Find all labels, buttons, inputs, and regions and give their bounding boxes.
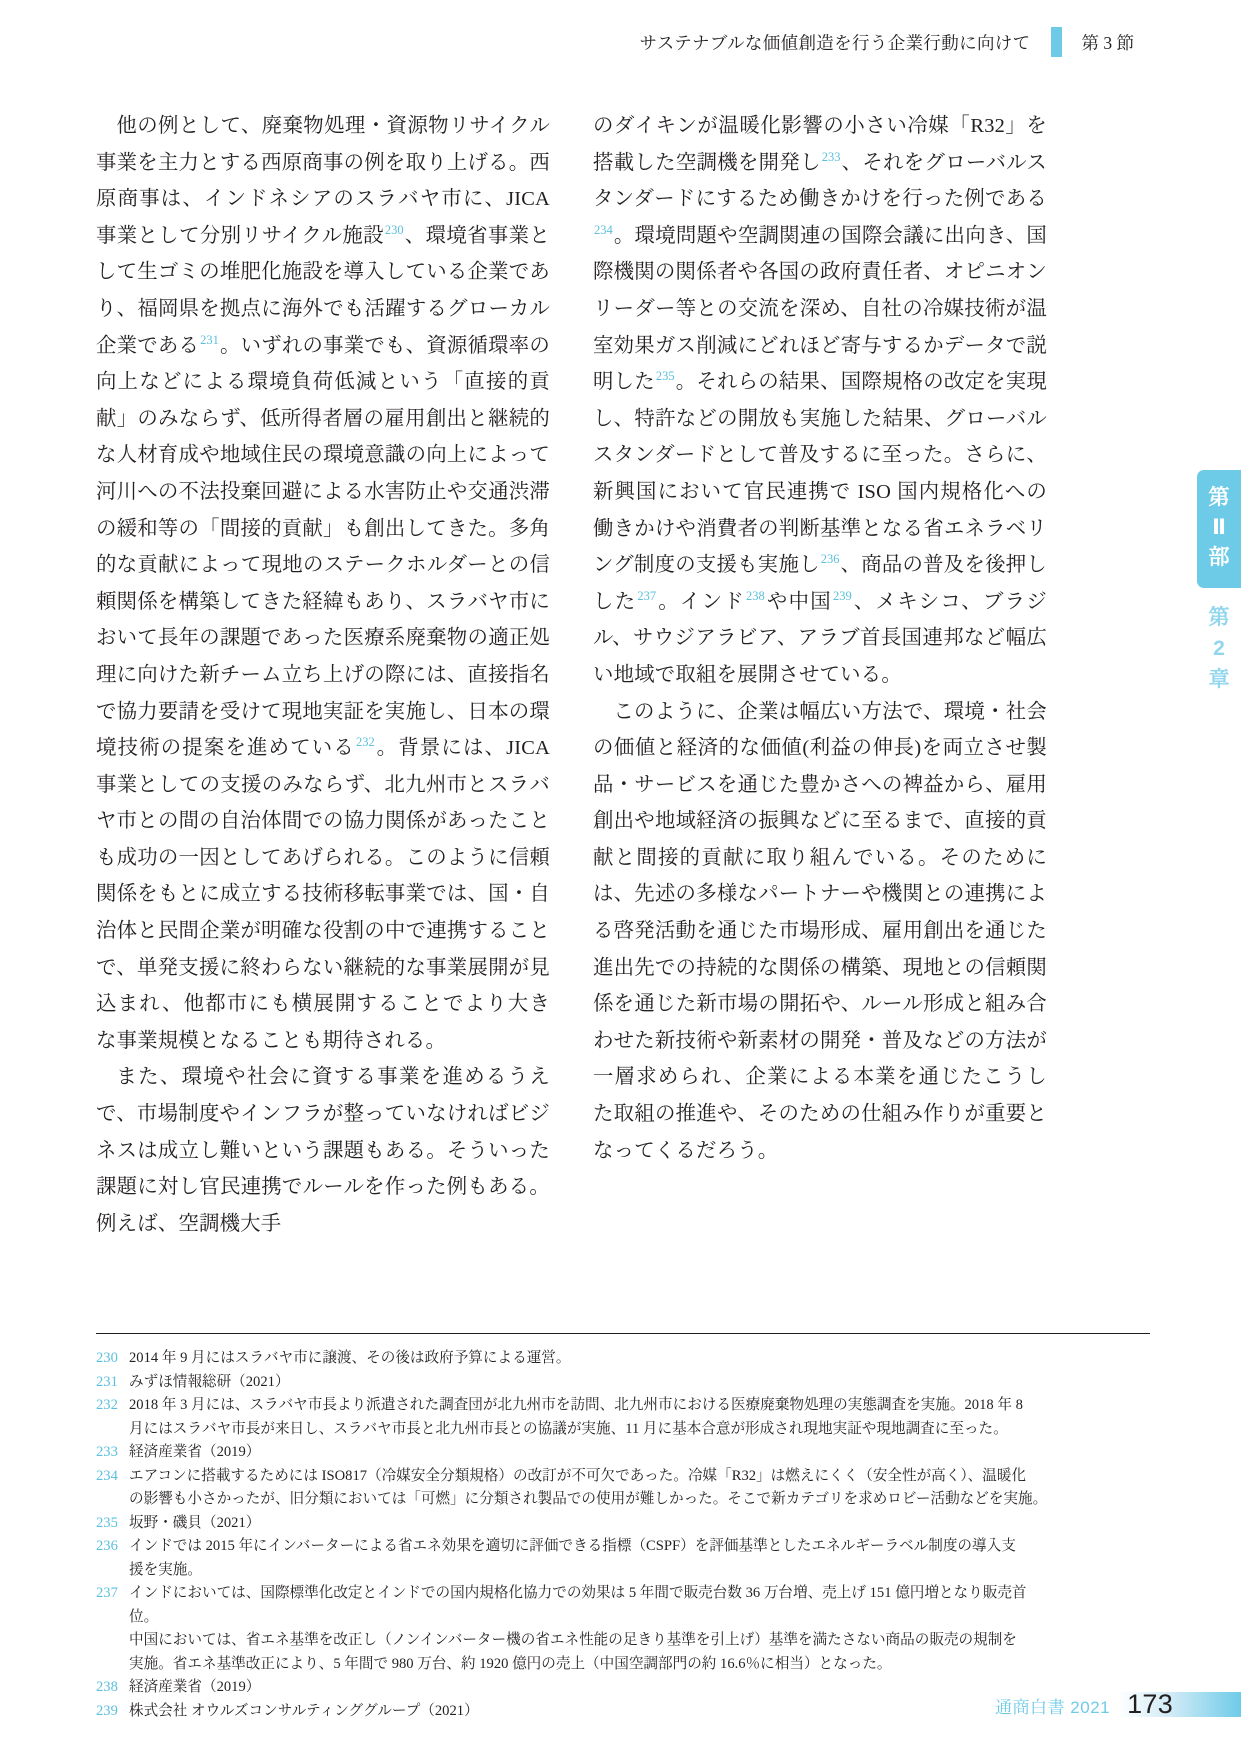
running-header-section: 第 3 節 [1081,32,1134,53]
footnote-ref-232[interactable]: 232 [355,735,375,750]
footnote-number-238[interactable]: 238 [96,1679,118,1695]
chapter-char-1: 2 [1213,637,1225,660]
footnote-text-230 [129,1347,1150,1371]
part-char-1: Ⅱ [1212,516,1226,539]
para-market-rule: また、環境や社会に資する事業を進めるうえで、市場制度やインフラが整っていなければビジネスは成立し難いという課題もある。そういった課題に対し官民連携でルールを作った例もある。例えば、空調機大手 [96,1066,550,1235]
footnote-text-237 [129,1582,1150,1676]
footnote-item [96,1465,1150,1512]
running-header [0,22,1241,62]
footnote-line: 月にはスラバヤ市長が来日し、スラバヤ市長と北九州市長との協議が実施、11 月に基本合意が形成され現地実証や現地調査に至った。 [129,1420,1008,1437]
footer-content [995,1689,1173,1720]
footnote-ref-238[interactable]: 238 [746,588,765,603]
chapter-char-2: 章 [1208,668,1230,691]
footnote-number-234[interactable]: 234 [96,1467,118,1484]
footnote-line: 2018 年 3 月には、スラバヤ市長より派遣された調査団が北九州市を訪問、北九州市における医療廃棄物処理の実態調査を実施。2018 年 8 [129,1397,1023,1413]
footnote-line: みずほ情報総研（2021） [129,1373,290,1390]
footnote-text-233 [129,1441,1150,1465]
footnote-line: 位。 [129,1608,159,1625]
footnote-item [96,1512,1150,1536]
footnote-item [96,1347,1150,1371]
footnote-text-235 [129,1512,1150,1536]
page-footer [0,1686,1241,1720]
para-conclusion: このように、企業は幅広い方法で、環境・社会の価値と経済的な価値(利益の伸長)を両立させ製品・サービスを通じた豊かさへの裨益から、雇用創出や地域経済の振興などに至るまで、直接的貢献と間接的貢献に取り組んでいる。そのためには、先述の多様なパートナーや機関との連携による啓発活動を通じた市場形成、雇用創出を通じた進出先での持続的な関係の構築、現地との信頼関係を通じた新市場の開拓や、ルール形成と組み合わせた新技術や新素材の開発・普及などの方法が一層求められ、企業による本業を通じたこうした取組の推進や、そのための仕組み作りが重要となってくるだろう。 [593,700,1047,1162]
footnote-item [96,1582,1150,1676]
part-chapter-tab [1185,470,1241,695]
column-left [96,108,550,1242]
footnotes-section [96,1333,1150,1723]
footnote-line: 援を実施。 [129,1561,202,1578]
footnote-line: 坂野・磯貝（2021） [129,1514,261,1531]
footnote-item [96,1535,1150,1582]
footnote-number-232[interactable]: 232 [96,1397,118,1413]
footnote-text-232 [129,1394,1150,1441]
chapter-char-0: 第 [1208,606,1230,629]
footnote-line: 実施。省エネ基準改正により、5 年間で 980 万台、約 1920 億円の売上（中国空調部門の約 16.6％に相当）となった。 [129,1655,892,1672]
para-nishihara: 他の例として、廃棄物処理・資源物リサイクル事業を主力とする西原商事の例を取り上げる。西原商事は、インドネシアのスラバヤ市に、JICA 事業として分別リサイクル施設$^{230}$、環境省事業として生ゴミの堆肥化施設を導入している企業であり、福岡県を拠点に海外でも活躍するグローカル企業である$^{231}$。いずれの事業でも、資源循環率の向上などによる環境負荷低減という「直接的貢献」のみならず、低所得者層の雇用創出と継続的な人材育成や地域住民の環境意識の向上によって河川への不法投棄回避による水害防止や交通渋滞の緩和等の「間接的貢献」も創出してきた。多角的な貢献によって現地のステークホルダーとの信頼関係を構築してきた経緯もあり、スラバヤ市において長年の課題であった医療系廃棄物の適正処理に向けた新チーム立ち上げの際には、直接指名で協力要請を受けて現地実証を実施し、日本の環境技術の提案を進めている$^{232}$。背景には、JICA 事業としての支援のみならず、北九州市とスラバヤ市との間の自治体間での協力関係があったことも成功の一因としてあげられる。このように信頼関係をもとに成立する技術移転事業では、国・自治体と民間企業が明確な役割の中で連携することで、単発支援に終わらない継続的な事業展開が見込まれ、他都市にも横展開することでより大きな事業規模となることも期待される。 [96,115,551,1052]
footnote-line: 2014 年 9 月にはスラバヤ市に譲渡、その後は政府予算による運営。 [129,1350,571,1366]
footnote-ref-234[interactable]: 234 [594,222,613,237]
footer-publication-label: 通商白書 2021 [995,1698,1111,1717]
footnote-list [96,1347,1150,1723]
footnote-line: 経済産業省（2019） [129,1444,261,1460]
header-divider-rule [1051,27,1062,57]
running-header-title: サステナブルな価値創造を行う企業行動に向けて [639,32,1031,53]
column-right [593,108,1047,1242]
footnote-line: 株式会社 オウルズコンサルティンググループ（2021） [129,1702,479,1719]
article-body [96,108,1048,1242]
footnote-text-231 [129,1371,1150,1395]
footnote-number-235[interactable]: 235 [96,1514,118,1531]
footnote-ref-233[interactable]: 233 [821,149,841,164]
footnote-number-230[interactable]: 230 [96,1350,118,1366]
footnote-ref-230[interactable]: 230 [384,222,404,237]
footnote-ref-235[interactable]: 235 [655,369,675,384]
footnote-line: の影響も小さかったが、旧分類においては「可燃」に分類され製品での使用が難しかった。そこで新カテゴリを求めロビー活動などを実施。 [129,1491,1048,1507]
footnote-line: インドでは 2015 年にインバーターによる省エネ効果を適切に評価できる指標（CSPF）を評価基準としたエネルギーラベル制度の導入支 [129,1538,1016,1554]
footnote-number-237[interactable]: 237 [96,1585,118,1601]
footnote-ref-236[interactable]: 236 [820,552,840,567]
part-label-box [1197,470,1241,588]
footnote-line: 中国においては、省エネ基準を改正し（ノンインバーター機の省エネ性能の足きり基準を引上げ）基準を満たさない商品の販売の規制を [129,1632,1017,1648]
footnote-line: 経済産業省（2019） [129,1679,261,1695]
page-number: 173 [1127,1689,1173,1719]
footnote-item [96,1371,1150,1395]
footnote-ref-237[interactable]: 237 [637,588,657,603]
footnote-text-236 [129,1535,1150,1582]
para-daikin: のダイキンが温暖化影響の小さい冷媒「R32」を搭載した空調機を開発し$^{233}$、それをグローバルスタンダードにするため働きかけを行った例である$^{234}$。環境問題や空調関連の国際会議に出向き、国際機関の関係者や各国の政府責任者、オピニオンリーダー等との交流を深め、自社の冷媒技術が温室効果ガス削減にどれほど寄与するかデータで説明した$^{235}$。それらの結果、国際規格の改定を実現し、特許などの開放も実施した結果、グローバルスタンダードとして普及するに至った。さらに、新興国において官民連携で ISO 国内規格化への働きかけや消費者の判断基準となる省エネラベリング制度の支援も実施し$^{236}$、商品の普及を後押しした$^{237}$。インド$^{238}$や中国$^{239}$、メキシコ、ブラジル、サウジアラビア、アラブ首長国連邦など幅広い地域で取組を展開させている。 [593,115,1048,686]
footnote-number-233[interactable]: 233 [96,1444,118,1460]
footnote-separator-rule [96,1333,1150,1334]
footnote-item [96,1394,1150,1441]
part-char-0: 第 [1208,486,1230,509]
chapter-label-box [1197,602,1241,695]
footnote-number-231[interactable]: 231 [96,1373,118,1390]
footnote-item [96,1441,1150,1465]
footnote-line: エアコンに搭載するためには ISO817（冷媒安全分類規格）の改訂が不可欠であった。冷媒「R32」は燃えにくく（安全性が高く）、温暖化 [129,1467,1027,1484]
footnote-number-236[interactable]: 236 [96,1538,118,1554]
footnote-ref-231[interactable]: 231 [200,332,219,347]
footnote-line: インドにおいては、国際標準化改定とインドでの国内規格化協力での効果は 5 年間で販売台数 36 万台増、売上げ 151 億円増となり販売首 [129,1585,1027,1601]
footnote-number-239[interactable]: 239 [96,1702,118,1719]
part-char-2: 部 [1208,546,1230,569]
footnote-ref-239[interactable]: 239 [832,588,852,603]
footnote-text-234 [129,1465,1150,1512]
